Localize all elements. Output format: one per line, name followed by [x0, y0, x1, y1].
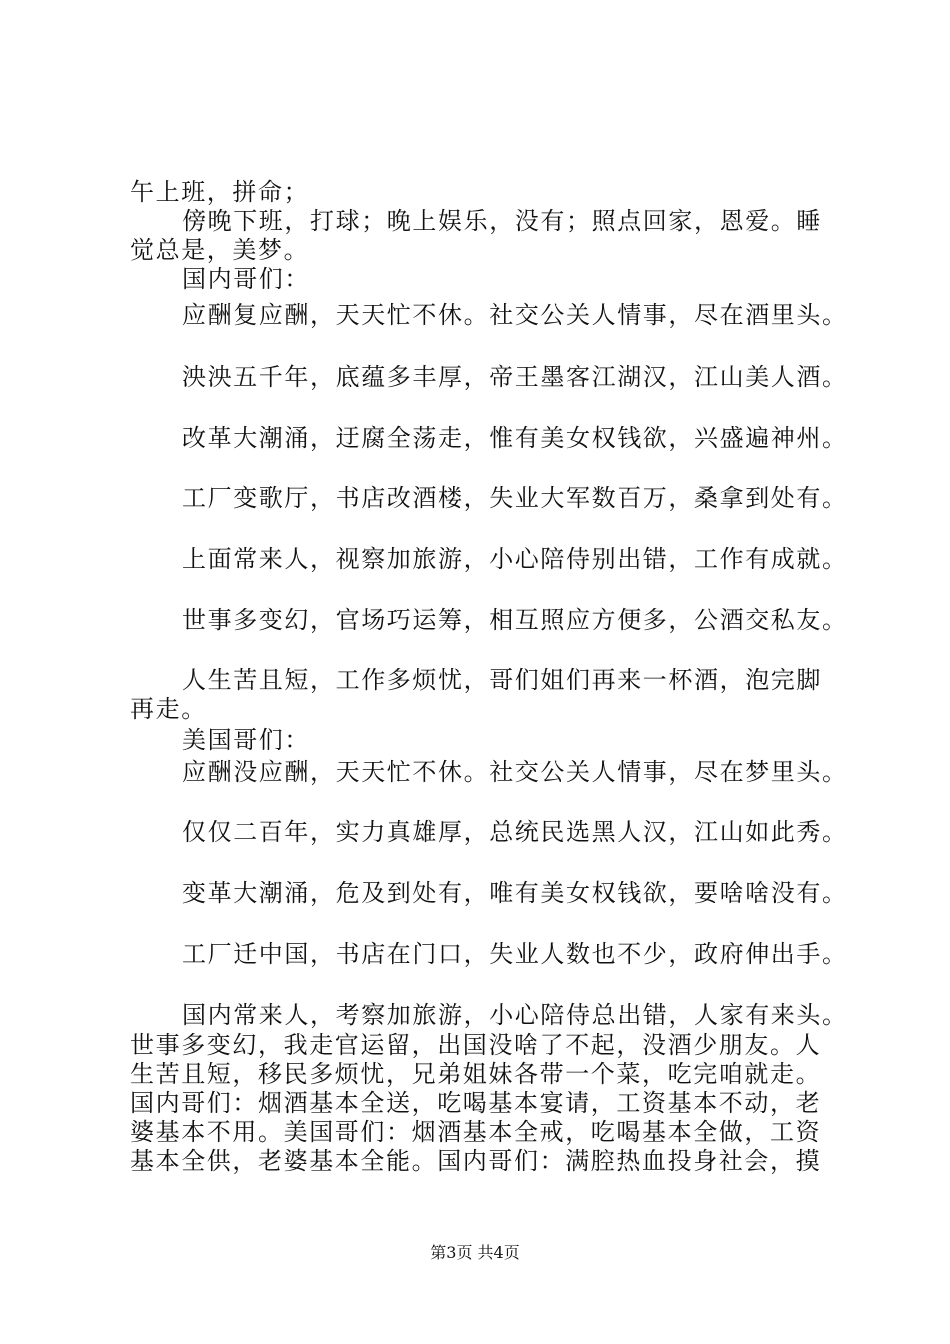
text-line: 基本全供，老婆基本全能。国内哥们：满腔热血投身社会，摸: [130, 1147, 822, 1175]
text-line: 工厂迁中国，书店在门口，失业人数也不少，政府伸出手。: [182, 940, 848, 968]
text-line: 人生苦且短，工作多烦忧，哥们姐们再来一杯酒，泡完脚: [182, 666, 822, 694]
text-line: 国内哥们：烟酒基本全送，吃喝基本宴请，工资基本不动，老: [130, 1089, 822, 1117]
text-line: 仅仅二百年，实力真雄厚，总统民选黑人汉，江山如此秀。: [182, 818, 848, 846]
text-line: 改革大潮涌，迂腐全荡走，惟有美女权钱欲，兴盛遍神州。: [182, 424, 848, 452]
text-line: 再走。: [130, 695, 207, 723]
page-number-footer: 第3页 共4页: [430, 1243, 520, 1262]
text-line: 傍晚下班，打球；晚上娱乐，没有；照点回家，恩爱。睡: [182, 207, 822, 235]
text-line: 午上班，拼命；: [130, 178, 310, 206]
text-line: 上面常来人，视察加旅游，小心陪侍别出错，工作有成就。: [182, 545, 848, 573]
text-line: 应酬复应酬，天天忙不休。社交公关人情事，尽在酒里头。: [182, 301, 848, 329]
text-line: 生苦且短，移民多烦忧，兄弟姐妹各带一个菜，吃完咱就走。: [130, 1060, 822, 1088]
text-line: 婆基本不用。美国哥们：烟酒基本全戒，吃喝基本全做，工资: [130, 1118, 822, 1146]
section-heading: 美国哥们：: [182, 726, 310, 754]
section-heading: 国内哥们：: [182, 265, 310, 293]
text-line: 变革大潮涌，危及到处有，唯有美女权钱欲，要啥啥没有。: [182, 879, 848, 907]
text-line: 应酬没应酬，天天忙不休。社交公关人情事，尽在梦里头。: [182, 758, 848, 786]
text-line: 世事多变幻，我走官运留，出国没啥了不起，没酒少朋友。人: [130, 1031, 822, 1059]
text-line: 世事多变幻，官场巧运筹，相互照应方便多，公酒交私友。: [182, 606, 848, 634]
text-line: 泱泱五千年，底蕴多丰厚，帝王墨客江湖汉，江山美人酒。: [182, 363, 848, 391]
text-line: 觉总是，美梦。: [130, 236, 310, 264]
text-line: 国内常来人，考察加旅游，小心陪侍总出错，人家有来头。: [182, 1001, 848, 1029]
text-line: 工厂变歌厅，书店改酒楼，失业大军数百万，桑拿到处有。: [182, 484, 848, 512]
